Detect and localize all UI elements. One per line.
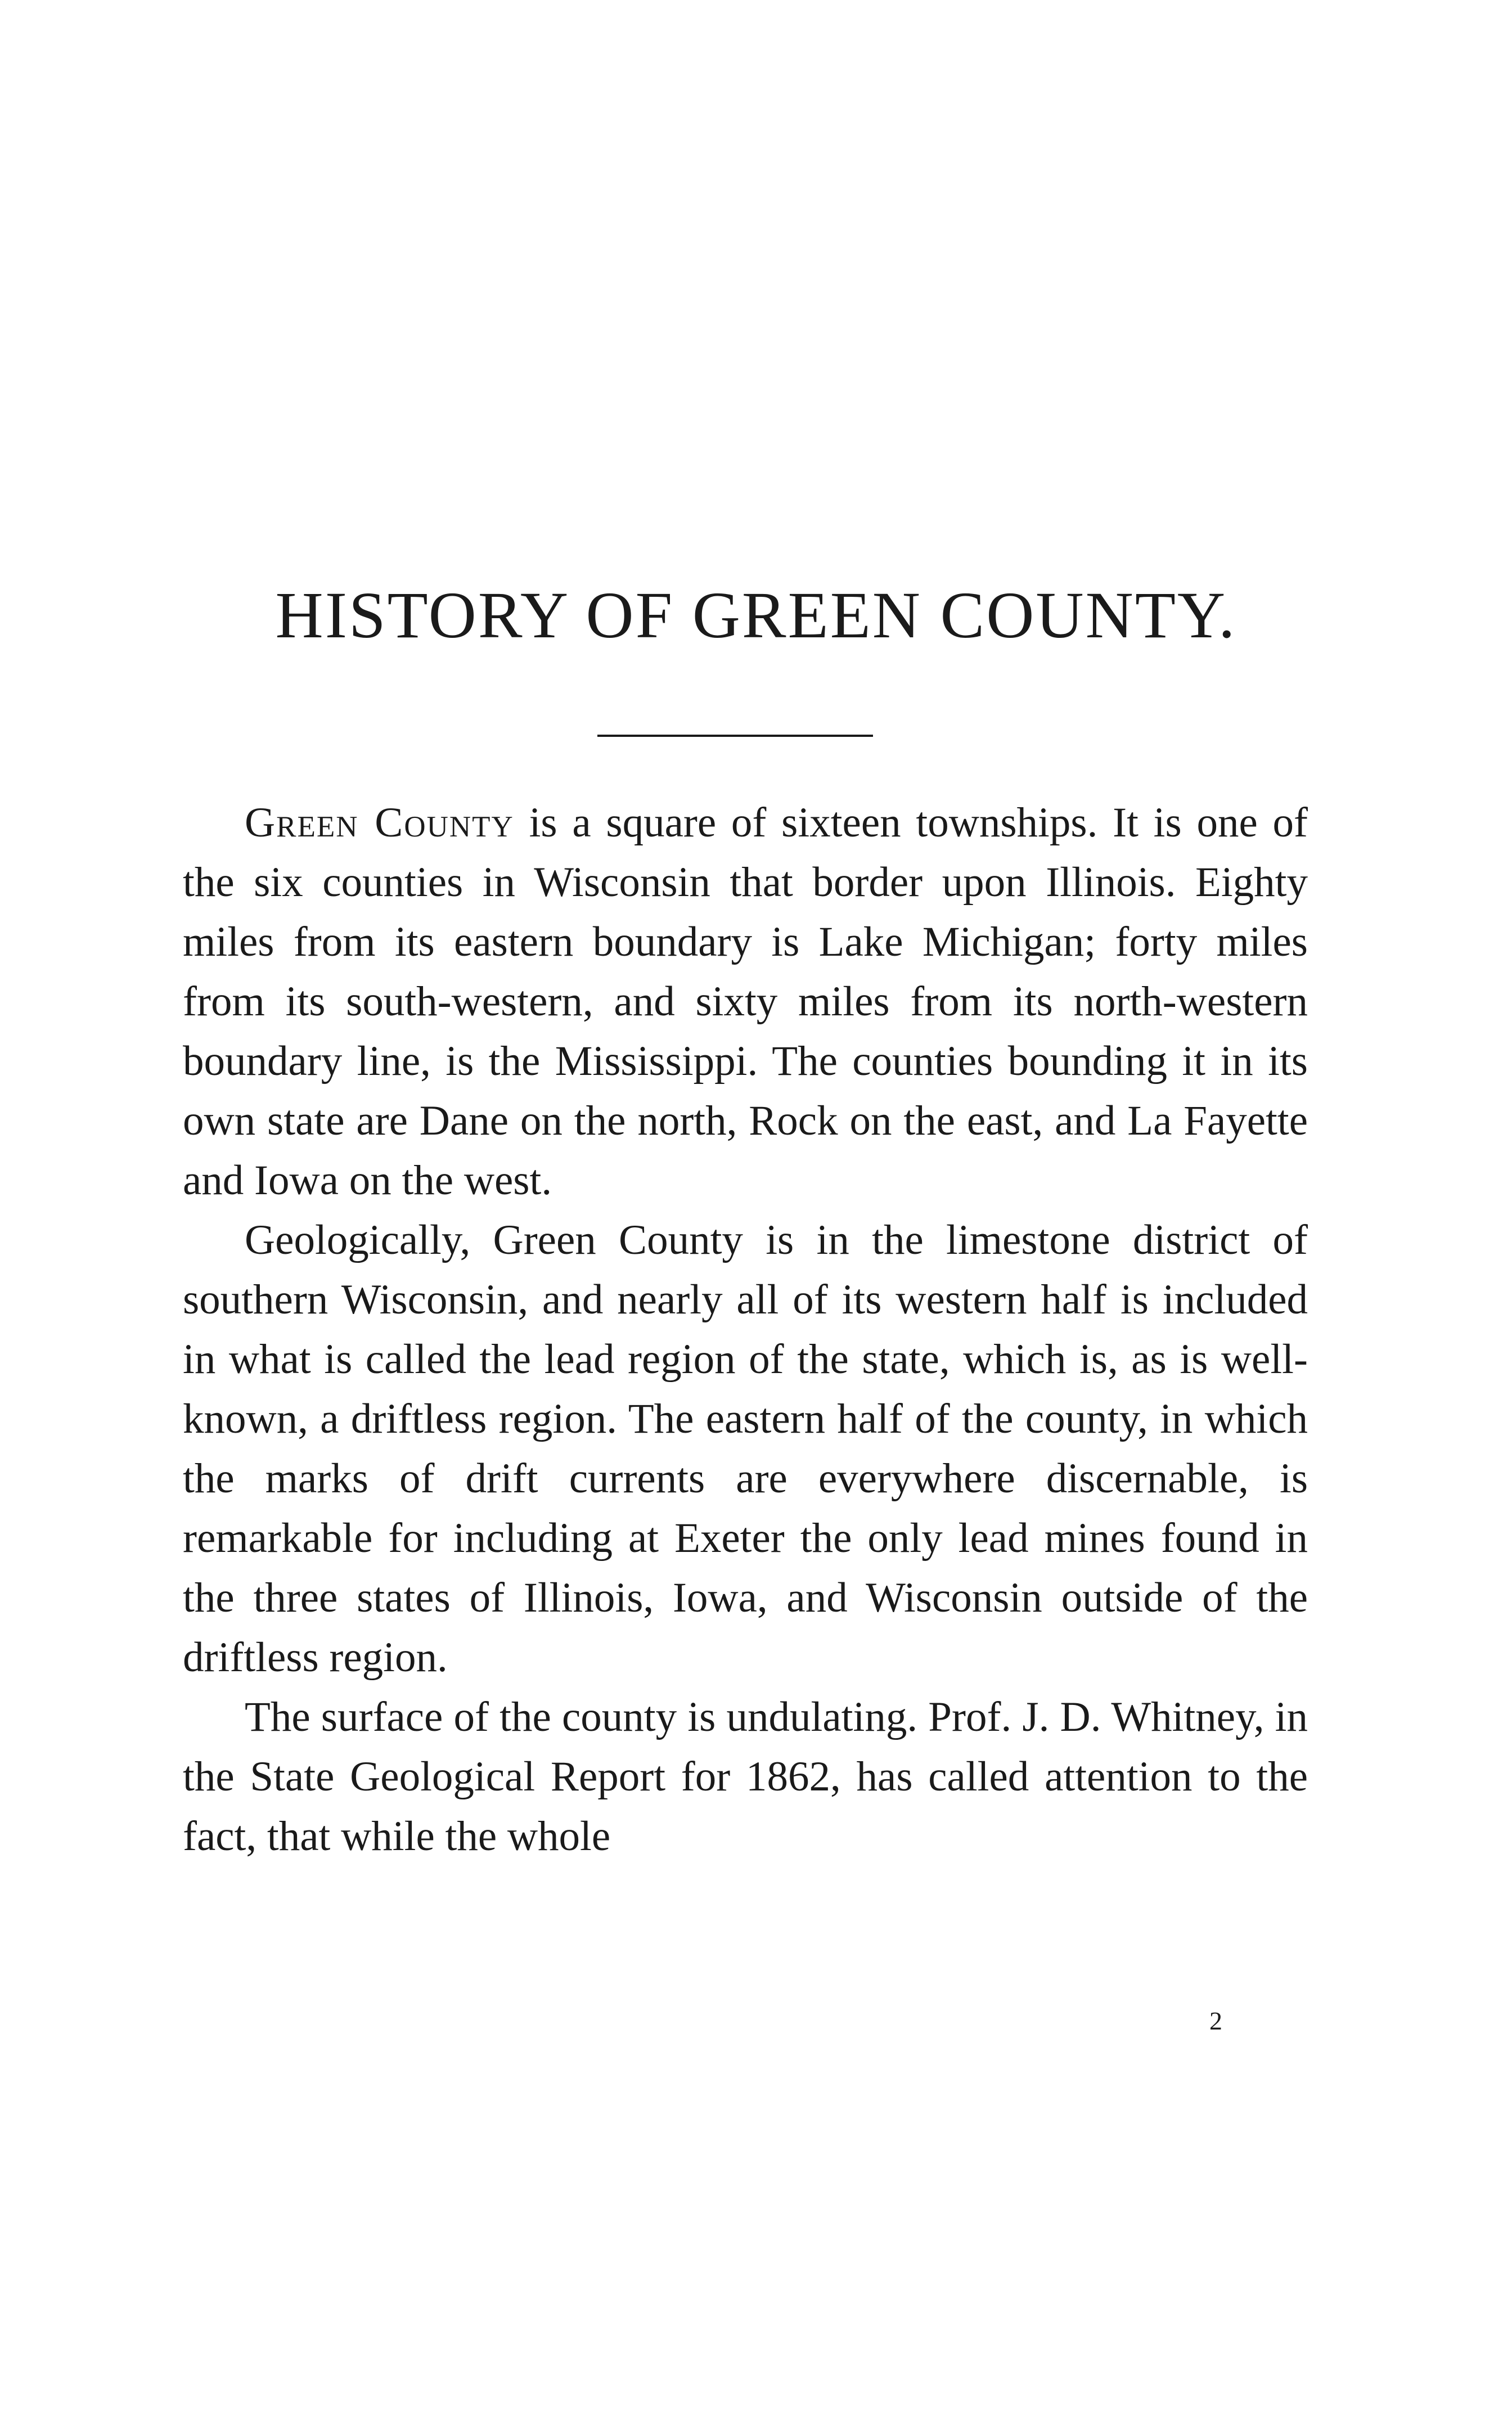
body-text	[183, 793, 1308, 1866]
paragraph-3: The surface of the county is undulating. Prof. J. D. Whitney, in the State Geological Report for 1862, has called attention to the fact, that while the whole	[183, 1694, 1308, 1860]
title-divider	[597, 735, 873, 737]
page-title: HISTORY OF GREEN COUNTY.	[275, 578, 1237, 652]
paragraph-1-text: is a square of sixteen townships. It is one of the six counties in Wisconsin that border upon Illinois. Eighty miles from its eastern boundary is Lake Michigan; forty miles from its south-western, and sixty miles from its north-western boundary line, is the Mississippi. The counties bounding it in its own state are Dane on the north, Rock on the east, and La Fayette and Iowa on the west.	[183, 799, 1308, 1204]
paragraph-2: Geologically, Green County is in the limestone district of southern Wisconsin, and nearly all of its western half is included in what is called the lead region of the state, which is, as is well-known, a driftless region. The eastern half of the county, in which the marks of drift currents are everywhere discernable, is remarkable for including at Exeter the only lead mines found in the three states of Illinois, Iowa, and Wisconsin outside of the driftless region.	[183, 1217, 1308, 1681]
paragraph-1-lead: Green County	[245, 799, 514, 846]
paragraph-1	[183, 793, 1308, 1210]
page-number: 2	[1209, 2006, 1222, 2035]
